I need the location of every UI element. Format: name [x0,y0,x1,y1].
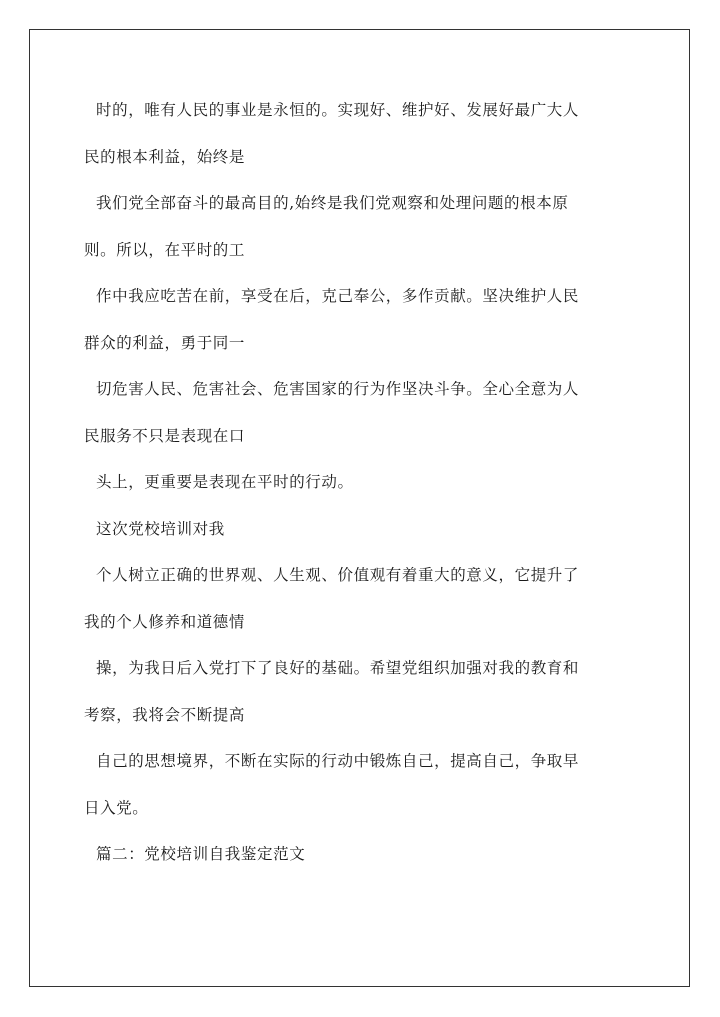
text-line: 则。所以，在平时的工 [84,240,246,259]
text-line: 切危害人民、危害社会、危害国家的行为作坚决斗争。全心全意为人 [96,380,580,398]
text-line: 考察，我将会不断提高 [84,705,246,724]
text-line: 民的根本利益，始终是 [84,147,246,166]
section-heading: 篇二：党校培训自我鉴定范文 [96,845,306,863]
text-line: 我们党全部奋斗的最高目的,始终是我们党观察和处理问题的根本原 [96,194,569,212]
text-line: 时的，唯有人民的事业是永恒的。实现好、维护好、发展好最广大人 [96,101,580,119]
text-line: 作中我应吃苦在前，享受在后，克己奉公，多作贡献。坚决维护人民 [96,287,580,305]
text-line: 头上，更重要是表现在平时的行动。 [96,473,354,491]
text-line: 个人树立正确的世界观、人生观、价值观有着重大的意义，它提升了 [96,566,580,584]
text-line: 自己的思想境界，不断在实际的行动中锻炼自己，提高自己，争取早 [96,752,580,770]
document-body [84,96,636,887]
text-line: 群众的利益，勇于同一 [84,333,246,352]
text-line: 我的个人修养和道德情 [84,612,246,631]
text-line: 这次党校培训对我 [96,519,225,538]
text-line: 民服务不只是表现在口 [84,426,246,445]
text-line: 日入党。 [84,798,149,817]
text-line: 操，为我日后入党打下了良好的基础。希望党组织加强对我的教育和 [96,659,580,677]
